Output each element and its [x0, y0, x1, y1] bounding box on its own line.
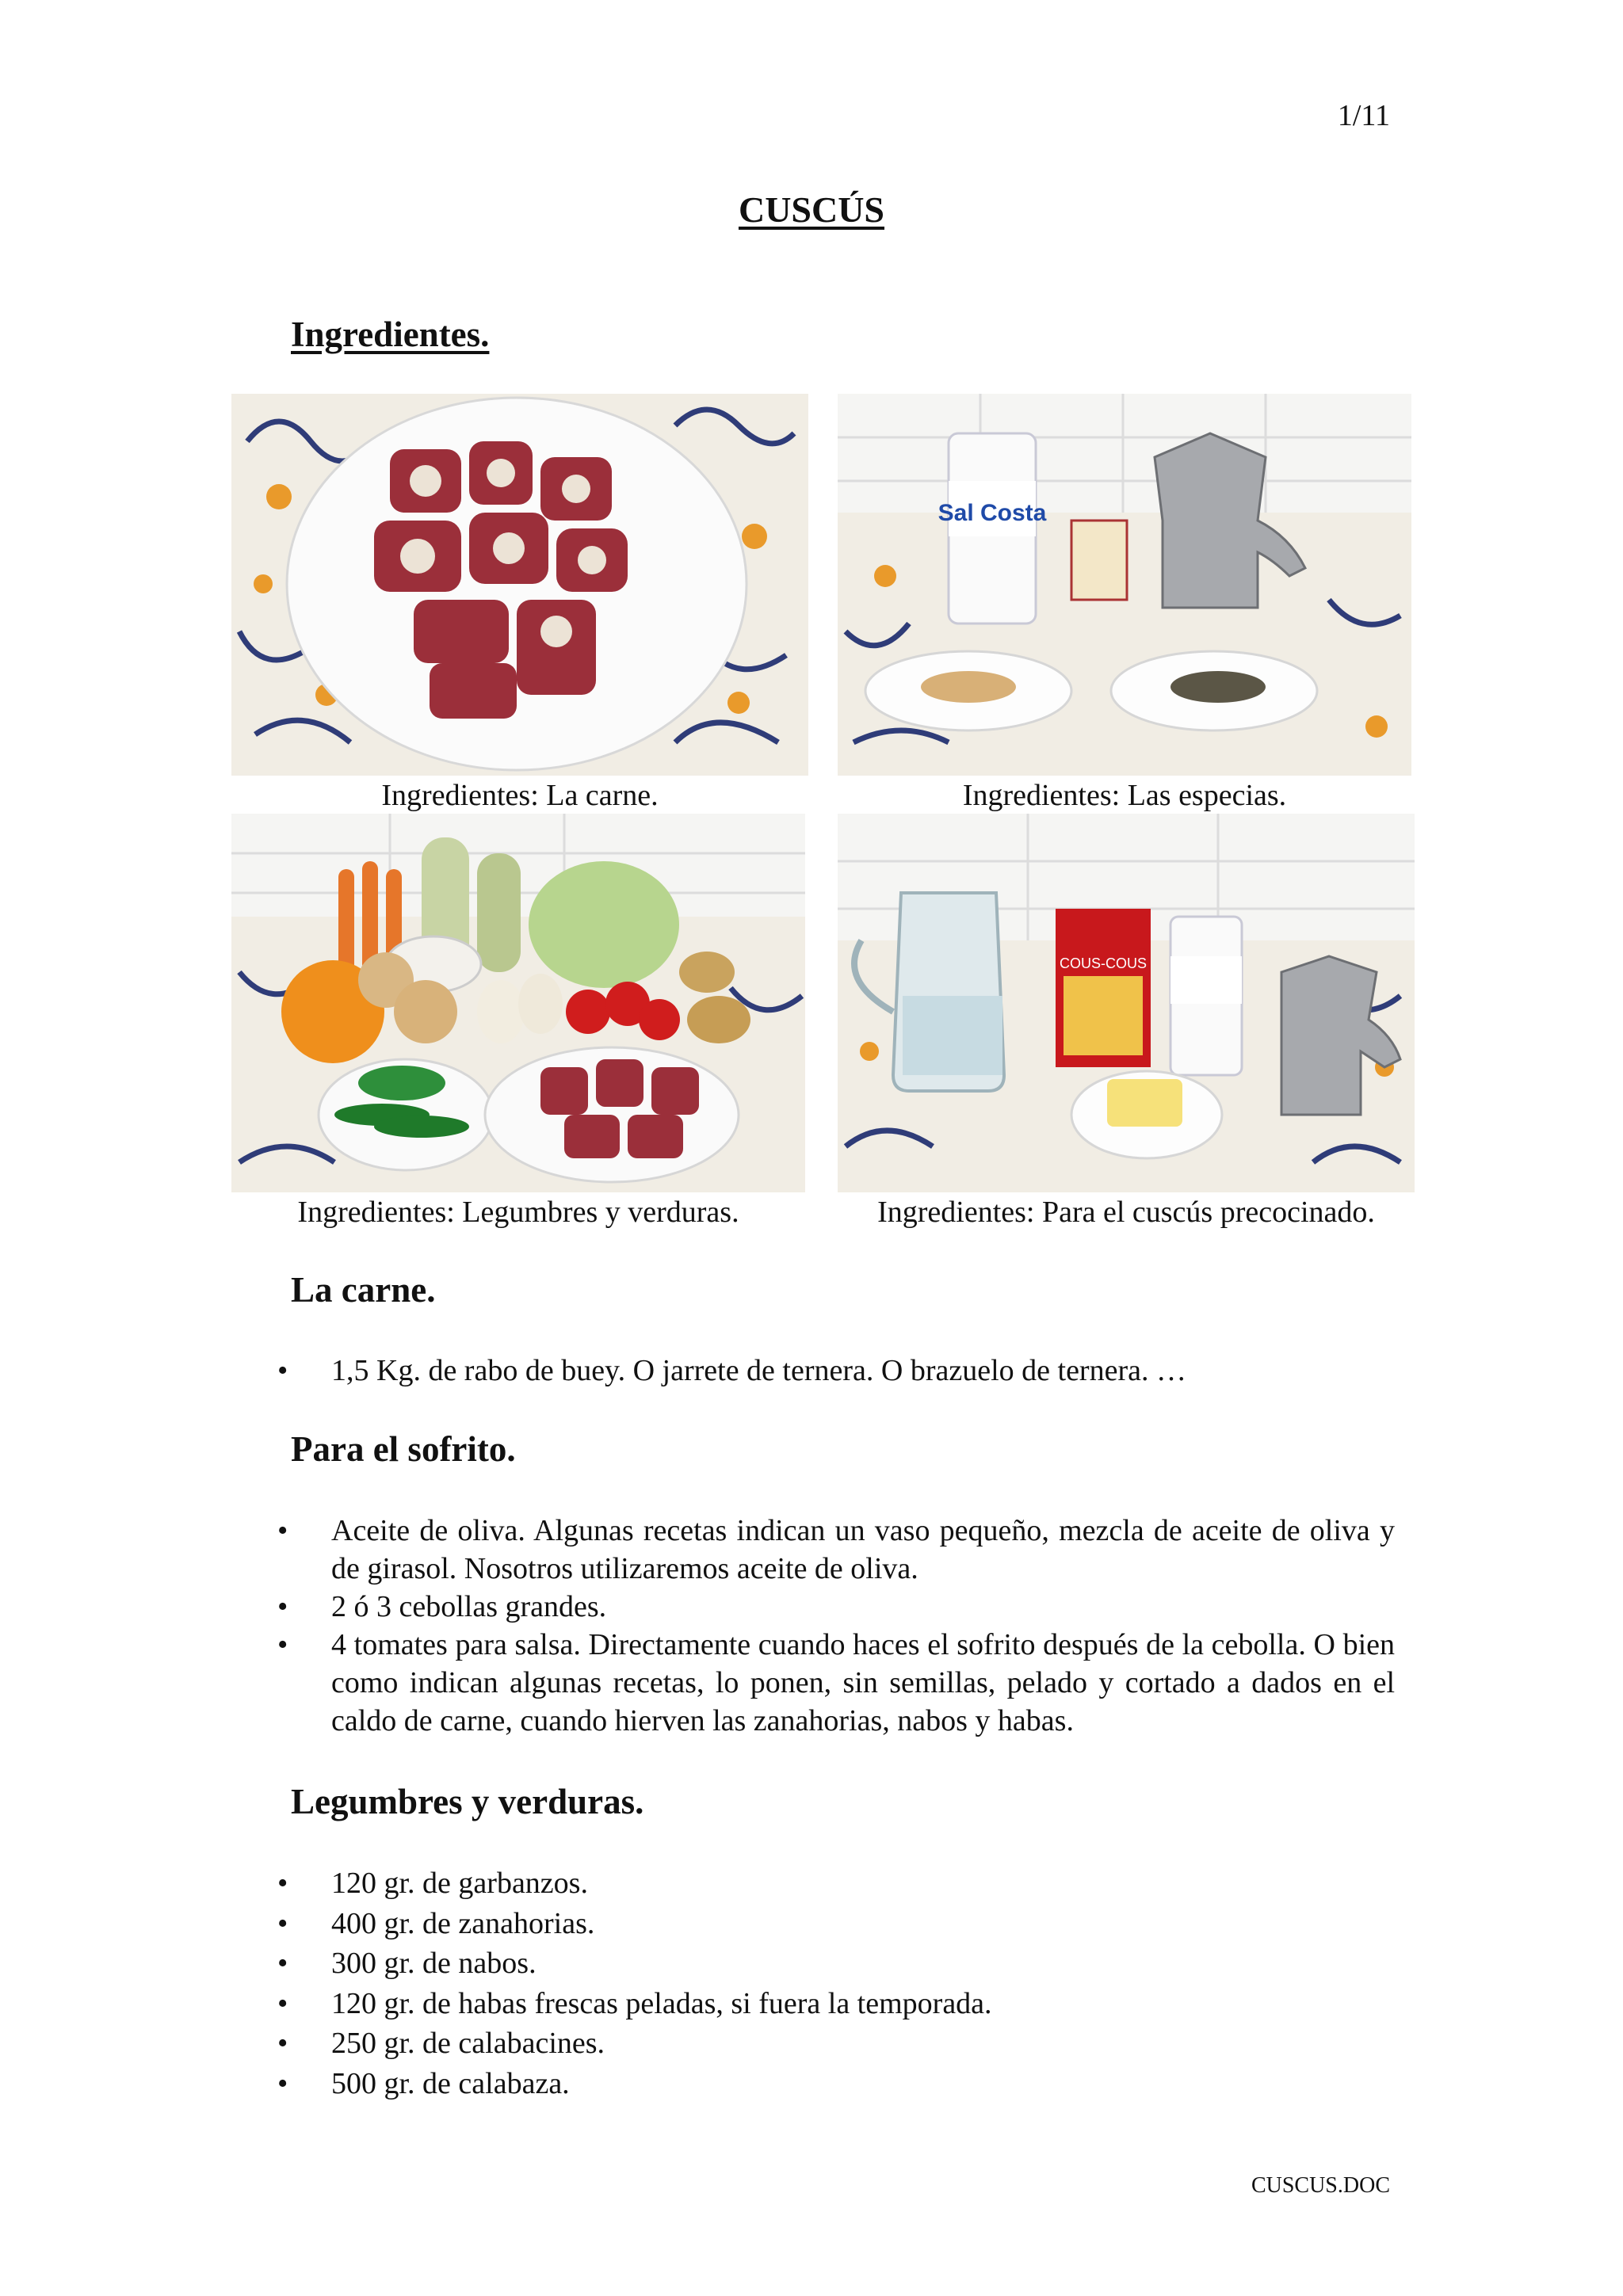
- spices-image: [838, 394, 1411, 776]
- meat-plate-image: [231, 394, 808, 776]
- photo-caption-spices: Ingredientes: Las especias.: [962, 779, 1287, 812]
- vegetables-heading: Legumbres y verduras.: [291, 1782, 644, 1821]
- list-item: • 120 gr. de habas frescas peladas, si fuera la temporada.: [277, 1984, 1395, 2024]
- photo-vegetables: [231, 814, 805, 1192]
- couscous-image: [838, 814, 1415, 1192]
- list-item: • Aceite de oliva. Algunas recetas indican un vaso pequeño, mezcla de aceite de oliva y de girasol. Nosotros utilizaremos aceite de oliva.: [277, 1512, 1395, 1588]
- photo-caption-vegetables: Ingredientes: Legumbres y verduras.: [297, 1196, 739, 1229]
- photo-caption-couscous: Ingredientes: Para el cuscús precocinado.: [877, 1196, 1375, 1229]
- list-item: • 250 gr. de calabacines.: [277, 2023, 1395, 2064]
- meat-list: [277, 1352, 1395, 1390]
- list-item: • 4 tomates para salsa. Directamente cuando haces el sofrito después de la cebolla. O bien como indican algunas recetas, lo ponen, sin semillas, pelado y cortado a dados en el caldo de carne, cuando hierven las zanahorias, nabos y habas.: [277, 1626, 1395, 1740]
- photo-couscous: [838, 814, 1415, 1192]
- vegetables-image: [231, 814, 805, 1192]
- photo-spices: [838, 394, 1411, 776]
- list-item: • 300 gr. de nabos.: [277, 1943, 1395, 1984]
- list-item: • 400 gr. de zanahorias.: [277, 1904, 1395, 1944]
- page-number: 1/11: [1337, 99, 1390, 132]
- meat-heading: La carne.: [291, 1270, 436, 1310]
- photo-caption-meat: Ingredientes: La carne.: [381, 779, 659, 812]
- salt-brand-label: Sal Costa: [938, 500, 1047, 526]
- sofrito-list: [277, 1512, 1395, 1740]
- sofrito-heading: Para el sofrito.: [291, 1429, 516, 1469]
- list-item: • 1,5 Kg. de rabo de buey. O jarrete de ternera. O brazuelo de ternera. …: [277, 1352, 1395, 1390]
- list-item: • 500 gr. de calabaza.: [277, 2064, 1395, 2104]
- list-item: • 120 gr. de garbanzos.: [277, 1863, 1395, 1904]
- document-title: CUSCÚS: [738, 189, 885, 230]
- ingredients-heading: Ingredientes.: [291, 315, 490, 354]
- footer-filename: CUSCUS.DOC: [1251, 2173, 1390, 2198]
- photo-meat: [231, 394, 808, 776]
- vegetables-list: [277, 1863, 1395, 2103]
- couscous-box-label: COUS-COUS: [1059, 955, 1148, 971]
- list-item: • 2 ó 3 cebollas grandes.: [277, 1588, 1395, 1626]
